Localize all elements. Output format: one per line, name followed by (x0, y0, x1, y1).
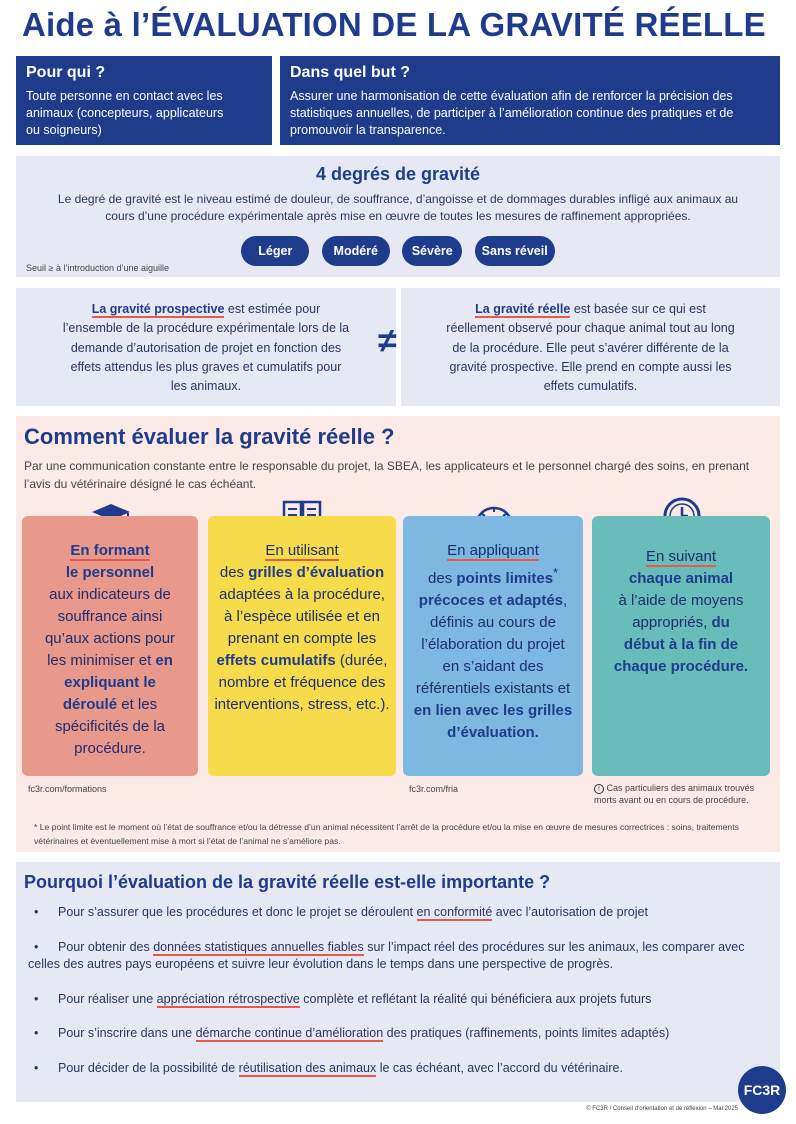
severity-levels (16, 236, 780, 266)
warning-icon: ! (594, 784, 604, 794)
card-endpoints (403, 516, 583, 776)
aim-heading: Dans quel but ? (290, 64, 410, 81)
link-formations[interactable]: fc3r.com/formations (28, 784, 107, 794)
degrees-heading: 4 degrés de gravité (315, 164, 481, 184)
threshold-note: Seuil ≥ à l’introduction d’une aiguille (26, 263, 170, 273)
card1-bold: en expliquant le déroulé (62, 652, 173, 713)
special-cases (594, 782, 770, 806)
how-section (16, 416, 780, 852)
card2-bold2: effets cumulatifs (216, 652, 336, 669)
list-item: • Pour réaliser une appréciation rétrospective complète et reflétant la réalité qui bénéficiera aux projets futurs (28, 991, 768, 1009)
card4-bold2: du début à la fin de chaque procédure. (613, 614, 749, 675)
list-item: • Pour décider de la possibilité de réutilisation des animaux le cas échéant, avec l’accord du vétérinaire. (28, 1060, 768, 1078)
card2-text: des (219, 564, 249, 581)
level-pill-non-recovery: Sans réveil (475, 236, 555, 266)
card4-action: En suivant (645, 548, 717, 565)
endpoint-footnote-text: Le point limite est le moment où l’état de souffrance et/ou la détresse d’un animal nécessitent l’arrêt de la procédure et/ou la mise en œuvre de mesures correctrices : soins, traitements vétérinaires et éventuellement mise à mort si l’état de l’animal ne s’améliore pas. (34, 822, 739, 846)
prospective-box (16, 288, 396, 406)
actual-text: est basée sur ce qui est réellement observé pour chaque animal tout au long de la procédure. Elle peut s’avérer différente de la gravité prospective. Elle prend en compte aussi les effets cumulatifs. (446, 302, 735, 394)
card2-text3: (durée, nombre et fréquence des interventions, stress, etc.). (214, 652, 390, 713)
card3-bold2: précoces et adaptés (418, 592, 564, 609)
endpoint-footnote: * Le point limite est le moment où l’état de souffrance et/ou la détresse d’un animal nécessitent l’arrêt de la procédure et/ou la mise en œuvre de mesures correctrices : soins, traitements vétérinaires et éventuellement mise à mort si l’état de l’animal ne s’améliore pas. (34, 822, 739, 846)
card1-target: le personnel (65, 564, 155, 581)
card3-text2: , définis au cours de l’élaboration du projet en s’aidant des référentiels existants et (415, 592, 571, 697)
prospective-term: La gravité prospective (91, 302, 225, 316)
list-item: • Pour s’inscrire dans une démarche continue d’amélioration des pratiques (raffinements, points limites adaptés) (28, 1025, 768, 1043)
card2-action: En utilisant (265, 542, 339, 559)
degrees-text: Le degré de gravité est le niveau estimé de douleur, de souffrance, d’angoisse et de dommages durables infligé aux animaux au cours d’une procédure expérimentale après mise en œuvre de toutes les mesures de raffinement appropriées. (57, 192, 739, 223)
why-heading: Pourquoi l’évaluation de la gravité réelle est-elle importante ? (24, 872, 551, 892)
card3-asterisk: * (553, 566, 558, 580)
card3-text: des (428, 570, 457, 587)
copyright: © FC3R / Conseil d’orientation et de réflexion – Mai 2025 (586, 1106, 738, 1112)
card2-text2: adaptées à la procédure, à l’espèce utilisée et en prenant en compte les (219, 586, 385, 647)
card4-bold: chaque animal (628, 570, 734, 587)
card3-action: En appliquant (447, 542, 539, 559)
fc3r-logo: FC3R (738, 1066, 786, 1114)
level-pill-light: Léger (241, 236, 309, 266)
actual-term: La gravité réelle (475, 302, 571, 316)
not-equal-sign: ≠ (378, 322, 397, 360)
card1-action: En formant (70, 542, 150, 559)
aim-text: Assurer une harmonisation de cette évaluation afin de renforcer la précision des statistiques annuelles, de participer à l’amélioration continue des pratiques et de promouvoir la transparence. (290, 89, 734, 137)
why-list (28, 904, 768, 1094)
card-grids (208, 516, 396, 776)
who-heading: Pour qui ? (26, 64, 106, 81)
aim-box (280, 56, 780, 145)
actual-box (401, 288, 780, 406)
card3-bold3: en lien avec les grilles d’évaluation. (413, 702, 573, 741)
list-item: • Pour obtenir des données statistiques annuelles fiables sur l’impact réel des procédures sur les animaux, les comparer avec celles des autres pays européens et suivre leur évolution dans le temps dans une perspective de progrès. (28, 939, 768, 974)
card-monitoring (592, 516, 770, 776)
how-heading: Comment évaluer la gravité réelle ? (24, 424, 395, 449)
list-item: • Pour s’assurer que les procédures et donc le projet se déroulent en conformité avec l’autorisation de projet (28, 904, 768, 922)
card3-bold: points limites (456, 570, 554, 587)
page-title: Aide à l’ÉVALUATION DE LA GRAVITÉ RÉELLE (22, 6, 766, 43)
why-section (16, 862, 780, 1102)
card1-text: aux indicateurs de souffrance ainsi qu’aux actions pour les minimiser et (44, 586, 176, 669)
how-intro: Par une communication constante entre le responsable du projet, la SBEA, les applicateurs et le personnel chargé des soins, en prenant l’avis du vétérinaire désigné le cas échéant. (24, 459, 750, 491)
special-cases-text: Cas particuliers des animaux trouvés morts avant ou en cours de procédure. (594, 783, 755, 805)
card2-bold: grilles d’évaluation (248, 564, 385, 581)
card4-text: à l’aide de moyens appropriés, (618, 592, 744, 631)
degrees-section (16, 156, 780, 277)
link-fria[interactable]: fc3r.com/fria (409, 784, 459, 794)
card1-text-end: et les spécificités de la procédure. (54, 696, 166, 757)
who-text: Toute personne en contact avec les animaux (concepteurs, applicateurs ou soigneurs) (26, 89, 224, 137)
level-pill-moderate: Modéré (322, 236, 390, 266)
level-pill-severe: Sévère (402, 236, 462, 266)
card-training (22, 516, 198, 776)
prospective-text: est estimée pour l’ensemble de la procédure expérimentale lors de la demande d’autorisation de projet en fonction des effets attendus les plus graves et cumulatifs pour les animaux. (62, 302, 350, 394)
who-box (16, 56, 272, 145)
